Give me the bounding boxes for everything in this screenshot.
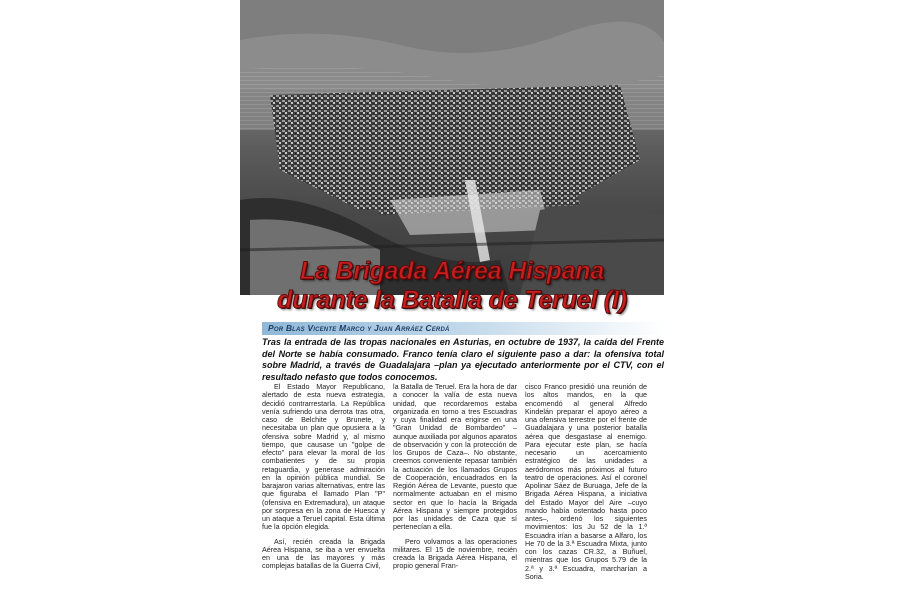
magazine-page <box>240 0 664 600</box>
paragraph: Pero volvamos a las operaciones militares. El 15 de noviembre, recién creada la Brigada Aérea Hispana, el propio general Fran- <box>393 536 517 571</box>
paragraph: El Estado Mayor Republicano, alertado de esta nueva estrategia, decidió contrarrestarla. La República venía sufriendo una derrota tras otra, caso de Belchite y Brunete, y necesitaba un plan que opusiera a la ofensiva sobre Madrid y, al mismo tiempo, que causase un "golpe de efecto" para elevar la moral de los combatientes y de su propia retaguardia, y generase admiración en la opinión pública mundial. Se barajaron varias alternativas, entre las que figuraba el llamado Plan "P" (ofensiva en Extremadura), un ataque por sorpresa en la zona de Huesca y un ataque a Teruel capital. Esta última fue la opción elegida. <box>262 382 385 532</box>
aerial-photo <box>240 0 664 295</box>
paragraph: la Batalla de Teruel. Era la hora de dar a conocer la valía de esta nueva unidad, que recordaremos estaba organizada en torno a tres Escuadras y cuya finalidad era erigirse en una "Gran Unidad de Bombardeo" –aunque auxiliada por algunos aparatos de observación y con la protección de los Grupos de Caza–. No obstante, creemos conveniente repasar también la actuación de los llamados Grupos de Cooperación, encuadrados en la Región Aérea de Levante, puesto que normalmente actuaban en el mismo sector en que lo hacía la Brigada Aérea Hispana y siempre protegidos por las unidades de Caza que sí pertenecían a ella. <box>393 382 517 532</box>
paragraph: Así, recién creada la Brigada Aérea Hispana, se iba a ver envuelta en una de las mayores y más complejas batallas de la Guerra Civil, <box>262 536 385 571</box>
text-column-3 <box>525 383 647 587</box>
lead-paragraph: Tras la entrada de las tropas nacionales en Asturias, en octubre de 1937, la caída del Frente del Norte se había consumado. Franco tenía claro el siguiente paso a dar: la ofensiva total sobre Madrid, a través de Guadalajara –plan ya ejecutado anteriormente por el CTV, con el resultado nefasto que todos conocemos. <box>262 337 664 382</box>
paragraph: cisco Franco presidió una reunión de los altos mandos, en la que encomendó al general Alfredo Kindelán preparar el apoyo aéreo a una ofensiva terrestre por el frente de Guadalajara y una posterior batalla aérea que desgastase al enemigo. Para ejecutar este plan, se hacía necesario un acercamiento estratégico de las unidades a aeródromos más próximos al futuro teatro de operaciones. Así el coronel Apolinar Sáez de Buruaga, Jefe de la Brigada Aérea Hispana, a iniciativa del Estado Mayor del Aire –cuyo mando había ostentado hasta poco antes–, ordenó los siguientes movimientos: los Ju 52 de la 1.ª Escuadra irían a basarse a Alfaro, los He 70 de la 3.ª Escuadra Mixta, junto con los cazas CR.32, a Buñuel, mientras que los Grupos 5.79 de la 2.ª y 3.ª Escuadra, marcharían a Soria. <box>525 382 647 581</box>
aerial-photo-icon <box>240 0 664 295</box>
text-column-1 <box>262 383 385 577</box>
byline: Por Blas Vicente Marco y Juan Arráez Cerdá <box>268 323 450 333</box>
article-title-line-2: durante la Batalla de Teruel (I) <box>277 286 627 314</box>
article-title-line-1: La Brigada Aérea Hispana <box>299 257 605 285</box>
text-column-2 <box>393 383 517 577</box>
